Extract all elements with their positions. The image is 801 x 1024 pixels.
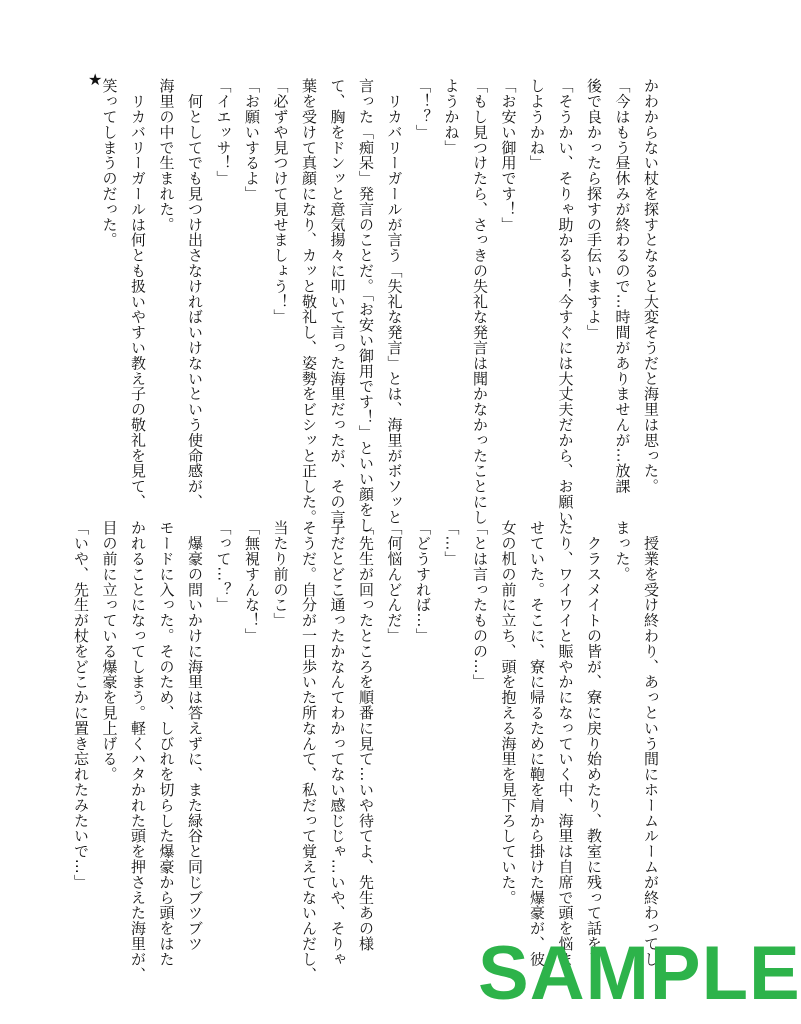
sample-watermark: SAMPLE	[478, 931, 801, 1016]
text-line: たり、ワイワイと賑やかになっていく中、海里は自席で頭を悩ま	[556, 520, 575, 967]
text-line: 「イエッサ！」	[214, 78, 233, 186]
text-line: 笑ってしまうのだった。	[100, 78, 119, 248]
text-line: 「先生が回ったところを順番に見て…いや待てよ、先生あの様	[357, 520, 375, 952]
text-line: 海里の中で生まれた。	[157, 78, 176, 232]
top-text-block	[95, 78, 665, 533]
text-line: 葉を受けて真顔になり、カッと敬礼し、姿勢をビシッと正した。	[300, 78, 318, 525]
text-line: かれることになってしまう。軽くハタかれた頭を押さえた海里が、	[129, 520, 147, 982]
text-line: 「お安い御用です！」	[499, 78, 518, 232]
text-line: ようかね」	[442, 78, 461, 155]
text-line: クラスメイトの皆が、寮に戻り始めたり、教室に残って話をし	[585, 520, 603, 967]
text-line: 言った「痴呆」発言のことだ。「お安い御用です！」といい顔をし	[357, 78, 375, 533]
text-line: 「とは言ったものの…」	[471, 520, 489, 690]
text-line: 「今はもう昼休みが終わるので…時間がありませんが…放課	[613, 78, 632, 494]
text-line: 爆豪の問いかけに海里は答えずに、また緑谷と同じブツブツ	[186, 520, 204, 952]
text-line: 後で良かったら探すの手伝いますよ」	[585, 78, 603, 340]
text-line: かわからない杖を探すとなると大変そうだと海里は思った。	[642, 78, 660, 494]
text-line: 「無視すんな！」	[243, 520, 261, 644]
text-line: 「どうすれば…」	[414, 520, 432, 644]
text-line: て、胸をドンッと意気揚々に叩いて言った海里だったが、その言	[328, 78, 347, 525]
text-line: 「って…？」	[214, 520, 233, 613]
star-icon: ★	[88, 70, 103, 89]
text-line: リカバリーガールが言う「失礼な発言」とは、海里がボソッと	[385, 78, 404, 525]
text-line: 「何悩んどんだ」	[385, 520, 404, 644]
text-line: 「いや、先生が杖をどこかに置き忘れたみたいで…」	[72, 520, 90, 890]
text-line: 授業を受け終わり、あっという間にホームルームが終わってし	[642, 520, 660, 967]
text-line: せていた。そこに、寮に帰るために鞄を肩から掛けた爆豪が、彼	[528, 520, 546, 967]
text-line: 「そうかい、そりゃ助かるよ！今すぐには大丈夫だから、お願い	[556, 78, 575, 525]
text-line: 子だとどこ通ったかなんてわかってない感じじゃ…いや、そりゃ	[328, 520, 347, 967]
text-line: 「！？」	[414, 78, 432, 140]
text-line: モードに入った。そのため、しびれを切らした爆豪から頭をはた	[157, 520, 176, 967]
text-line: しようかね」	[528, 78, 546, 171]
text-line: 「必ずや見つけて見せましょう！」	[271, 78, 290, 325]
text-line: 「…」	[442, 520, 461, 567]
text-line: 「もし見つけたら、さっきの失礼な発言は聞かなかったことにし	[471, 78, 489, 525]
text-line: リカバリーガールは何とも扱いやすい教え子の敬礼を見て、	[129, 78, 147, 510]
text-line: そうだ。自分が一日歩いた所なんて、私だって覚えてないんだし、	[300, 520, 318, 982]
bottom-text-block	[67, 520, 666, 982]
text-line: 何としてでも見つけ出さなければいけないという使命感が、	[186, 78, 204, 510]
text-line: 女の机の前に立ち、頭を抱える海里を見下ろしていた。	[499, 520, 518, 905]
text-line: 「お願いするよ」	[243, 78, 261, 202]
text-line: 当たり前のこ」	[271, 520, 290, 628]
text-line: 目の前に立っている爆豪を見上げる。	[100, 520, 119, 782]
text-line: まった。	[613, 520, 632, 582]
